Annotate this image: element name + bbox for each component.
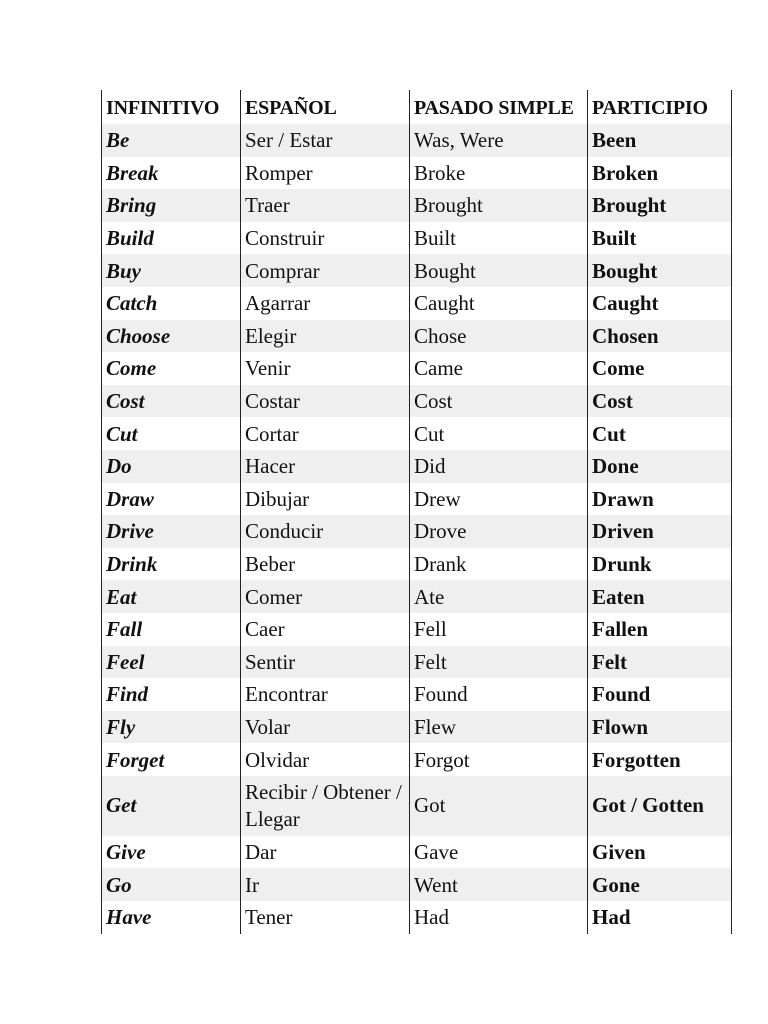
spanish-cell: Dar [241, 836, 410, 869]
spanish-cell: Hacer [241, 450, 410, 483]
spanish-cell: Dibujar [241, 483, 410, 516]
header-pasado-simple: PASADO SIMPLE [410, 90, 588, 124]
infinitive-cell: Go [102, 868, 241, 901]
infinitive-cell: Catch [102, 287, 241, 320]
participle-cell: Forgotten [588, 743, 732, 776]
participle-cell: Driven [588, 515, 732, 548]
table-row [102, 287, 732, 320]
table-body [102, 124, 732, 934]
past-simple-cell: Fell [410, 613, 588, 646]
participle-cell: Cost [588, 385, 732, 418]
spanish-cell: Agarrar [241, 287, 410, 320]
table-row [102, 254, 732, 287]
past-simple-cell: Ate [410, 580, 588, 613]
table-row [102, 743, 732, 776]
spanish-cell: Tener [241, 901, 410, 934]
table-row [102, 515, 732, 548]
table-row [102, 711, 732, 744]
header-infinitivo: INFINITIVO [102, 90, 241, 124]
spanish-cell: Caer [241, 613, 410, 646]
participle-cell: Gone [588, 868, 732, 901]
participle-cell: Felt [588, 646, 732, 679]
participle-cell: Bought [588, 254, 732, 287]
spanish-cell: Elegir [241, 320, 410, 353]
table-row [102, 646, 732, 679]
spanish-cell: Volar [241, 711, 410, 744]
infinitive-cell: Come [102, 352, 241, 385]
past-simple-cell: Drew [410, 483, 588, 516]
table-row [102, 836, 732, 869]
infinitive-cell: Draw [102, 483, 241, 516]
spanish-cell: Ser / Estar [241, 124, 410, 157]
spanish-cell: Cortar [241, 417, 410, 450]
infinitive-cell: Cost [102, 385, 241, 418]
table-row [102, 352, 732, 385]
past-simple-cell: Came [410, 352, 588, 385]
past-simple-cell: Did [410, 450, 588, 483]
infinitive-cell: Get [102, 776, 241, 836]
past-simple-cell: Broke [410, 157, 588, 190]
spanish-cell: Olvidar [241, 743, 410, 776]
participle-cell: Chosen [588, 320, 732, 353]
past-simple-cell: Was, Were [410, 124, 588, 157]
spanish-cell: Romper [241, 157, 410, 190]
participle-cell: Done [588, 450, 732, 483]
table-row [102, 678, 732, 711]
table-row [102, 776, 732, 836]
past-simple-cell: Forgot [410, 743, 588, 776]
past-simple-cell: Cut [410, 417, 588, 450]
spanish-cell: Costar [241, 385, 410, 418]
past-simple-cell: Built [410, 222, 588, 255]
spanish-cell: Traer [241, 189, 410, 222]
infinitive-cell: Drive [102, 515, 241, 548]
infinitive-cell: Buy [102, 254, 241, 287]
participle-cell: Brought [588, 189, 732, 222]
infinitive-cell: Choose [102, 320, 241, 353]
infinitive-cell: Do [102, 450, 241, 483]
past-simple-cell: Drank [410, 548, 588, 581]
participle-cell: Drunk [588, 548, 732, 581]
header-row [102, 90, 732, 124]
header-espanol: ESPAÑOL [241, 90, 410, 124]
infinitive-cell: Build [102, 222, 241, 255]
spanish-cell: Encontrar [241, 678, 410, 711]
spanish-cell: Comer [241, 580, 410, 613]
infinitive-cell: Have [102, 901, 241, 934]
infinitive-cell: Be [102, 124, 241, 157]
past-simple-cell: Drove [410, 515, 588, 548]
past-simple-cell: Caught [410, 287, 588, 320]
participle-cell: Fallen [588, 613, 732, 646]
past-simple-cell: Had [410, 901, 588, 934]
past-simple-cell: Brought [410, 189, 588, 222]
participle-cell: Built [588, 222, 732, 255]
infinitive-cell: Eat [102, 580, 241, 613]
table-row [102, 189, 732, 222]
spanish-cell: Conducir [241, 515, 410, 548]
infinitive-cell: Drink [102, 548, 241, 581]
past-simple-cell: Went [410, 868, 588, 901]
participle-cell: Come [588, 352, 732, 385]
table-row [102, 320, 732, 353]
infinitive-cell: Give [102, 836, 241, 869]
spanish-cell: Sentir [241, 646, 410, 679]
participle-cell: Had [588, 901, 732, 934]
table-row [102, 124, 732, 157]
table-row [102, 613, 732, 646]
spanish-cell: Venir [241, 352, 410, 385]
infinitive-cell: Cut [102, 417, 241, 450]
table-row [102, 157, 732, 190]
past-simple-cell: Got [410, 776, 588, 836]
past-simple-cell: Gave [410, 836, 588, 869]
irregular-verbs-table [101, 90, 732, 934]
participle-cell: Eaten [588, 580, 732, 613]
infinitive-cell: Fall [102, 613, 241, 646]
table-row [102, 483, 732, 516]
past-simple-cell: Felt [410, 646, 588, 679]
infinitive-cell: Find [102, 678, 241, 711]
infinitive-cell: Feel [102, 646, 241, 679]
participle-cell: Drawn [588, 483, 732, 516]
participle-cell: Been [588, 124, 732, 157]
table-row [102, 385, 732, 418]
header-participio: PARTICIPIO [588, 90, 732, 124]
participle-cell: Flown [588, 711, 732, 744]
infinitive-cell: Break [102, 157, 241, 190]
table-row [102, 580, 732, 613]
past-simple-cell: Found [410, 678, 588, 711]
table-row [102, 417, 732, 450]
table-row [102, 901, 732, 934]
infinitive-cell: Bring [102, 189, 241, 222]
participle-cell: Found [588, 678, 732, 711]
table-header [102, 90, 732, 124]
past-simple-cell: Chose [410, 320, 588, 353]
table-row [102, 868, 732, 901]
spanish-cell: Comprar [241, 254, 410, 287]
past-simple-cell: Cost [410, 385, 588, 418]
table-row [102, 222, 732, 255]
past-simple-cell: Bought [410, 254, 588, 287]
table-row [102, 548, 732, 581]
spanish-cell: Construir [241, 222, 410, 255]
table-row [102, 450, 732, 483]
participle-cell: Given [588, 836, 732, 869]
past-simple-cell: Flew [410, 711, 588, 744]
participle-cell: Cut [588, 417, 732, 450]
infinitive-cell: Fly [102, 711, 241, 744]
participle-cell: Broken [588, 157, 732, 190]
participle-cell: Got / Gotten [588, 776, 732, 836]
infinitive-cell: Forget [102, 743, 241, 776]
spanish-cell: Recibir / Obtener / Llegar [241, 776, 410, 836]
participle-cell: Caught [588, 287, 732, 320]
spanish-cell: Beber [241, 548, 410, 581]
spanish-cell: Ir [241, 868, 410, 901]
